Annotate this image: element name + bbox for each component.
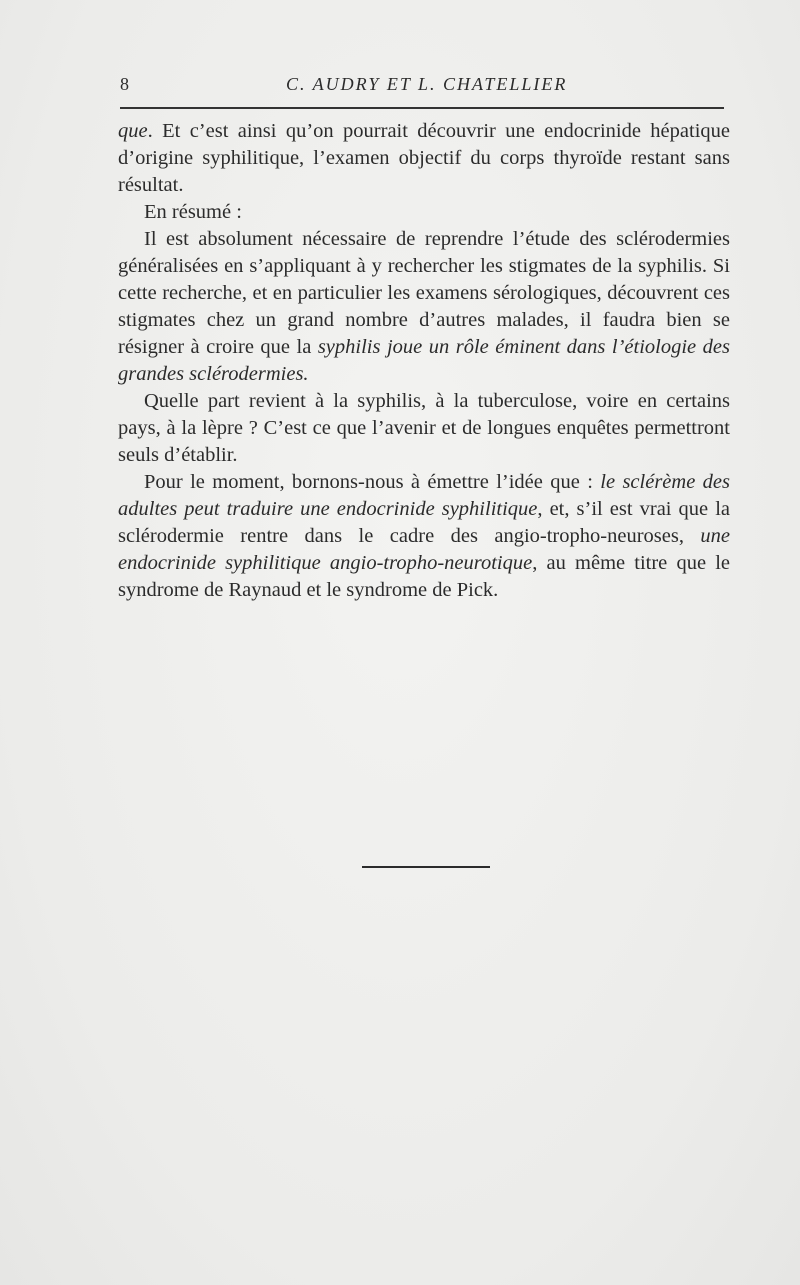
running-head: C. AUDRY ET L. CHATELLIER: [286, 74, 568, 94]
page-number: 8: [120, 74, 130, 94]
header-rule: [120, 107, 724, 109]
paragraph-continuation: [118, 118, 730, 199]
paragraph-conclusion: [118, 226, 730, 388]
paragraph-text: , et, s’il est vrai que la sclérodermie rentre dans le cadre des angio-tropho-neuroses,: [118, 498, 730, 547]
paragraph-text: , au même titre que le syndrome de Raynaud et le syndrome de Pick.: [118, 552, 731, 601]
italic-emphasis: le sclérème des adultes peut traduire une endocrinide syphilitique: [118, 471, 730, 520]
body-text: [118, 118, 730, 604]
italic-word: que: [118, 120, 148, 142]
paragraph-summary-heading: En résumé :: [144, 201, 242, 223]
paragraph-final: [118, 469, 730, 604]
end-rule: [362, 866, 490, 868]
page-header: [118, 74, 730, 98]
italic-emphasis: syphilis joue un rôle éminent dans l’étiologie des grandes sclérodermies.: [118, 336, 730, 385]
paragraph-text: . Et c’est ainsi qu’on pourrait découvrir une endocrinide hépatique d’origine syphilitique, l’examen objectif du corps thyroïde restant sans résultat.: [118, 120, 730, 196]
italic-emphasis: une endocrinide syphilitique angio-tropho-neurotique: [118, 525, 730, 574]
paragraph-text: Pour le moment, bornons-nous à émettre l’idée que :: [144, 471, 601, 493]
paragraph-text: Il est absolument nécessaire de reprendre l’étude des sclérodermies généralisées en s’appliquant à y rechercher les stigmates de la syphilis. Si cette recherche, et en particulier les examens sérologiques, découvrent ces stigmates chez un grand nombre d’autres malades, il faudra bien se résigner à croire que la: [118, 228, 730, 358]
paragraph-question: Quelle part revient à la syphilis, à la tuberculose, voire en certains pays, à la lèpre ? C’est ce que l’avenir et de longues enquêtes permettront seuls d’établir.: [118, 390, 730, 466]
